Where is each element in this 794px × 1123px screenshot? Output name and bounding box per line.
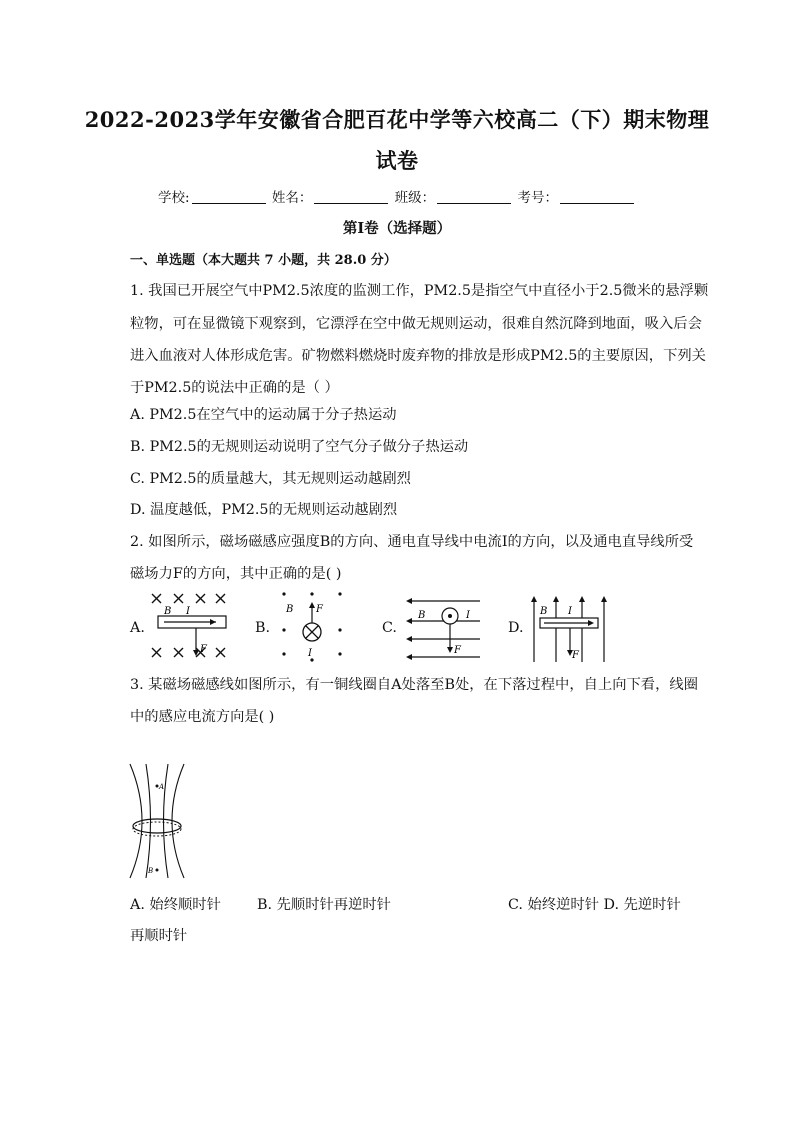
q1-option-b: B. PM2.5的无规则运动说明了空气分子做分子热运动 <box>130 439 469 455</box>
force-arrow-icon <box>309 602 315 608</box>
q1-option-c: C. PM2.5的质量越大，其无规则运动越剧烈 <box>130 471 411 487</box>
class-blank <box>437 190 511 204</box>
q1-line-3: 进入血液对人体形成危害。矿物燃料燃烧时废弃物的排放是形成PM2.5的主要原因，下列关 <box>130 348 706 364</box>
cross-field-marks <box>152 594 225 657</box>
fig-d-label-i: I <box>568 606 572 617</box>
q2-figure-d <box>528 592 610 664</box>
fig-b-label-i: I <box>308 648 312 659</box>
q3-option-b: B. 先顺时针再逆时针 <box>257 897 391 913</box>
q2-line-1: 2. 如图所示，磁场磁感应强度B的方向、通电直导线中电流I的方向，以及通电直导线所受 <box>130 534 694 550</box>
fig-a-label-f: F <box>200 644 207 655</box>
q3-option-a: A. 始终顺时针 <box>130 897 221 913</box>
q2-figure-c <box>400 595 482 663</box>
q1-line-1: 1. 我国已开展空气中PM2.5浓度的监测工作，PM2.5是指空气中直径小于2.5微米的悬浮颗 <box>130 283 709 299</box>
force-arrow-icon <box>447 647 453 653</box>
q2-option-a-label: A. <box>130 620 145 636</box>
q1-option-a: A. PM2.5在空气中的运动属于分子热运动 <box>130 407 397 423</box>
current-arrow-icon <box>210 619 216 625</box>
q3-figure-magnetic-field <box>124 762 190 880</box>
fig-a-label-b: B <box>164 606 172 617</box>
field-arrow-icons <box>531 596 607 602</box>
point-b-marker <box>156 869 159 872</box>
exam-title-line2: 试卷 <box>375 148 419 173</box>
q2-line-2: 磁场力F的方向，其中正确的是( ) <box>130 566 342 582</box>
q2-figure-b <box>278 590 348 666</box>
field-arrow-icons <box>406 598 412 660</box>
q1-line-2: 粒物，可在显微镜下观察到，它漂浮在空中做无规则运动，很难自然沉降到地面，吸入后会 <box>130 316 702 332</box>
school-label: 学校: <box>158 190 190 206</box>
fig-q3-label-a: A <box>159 783 165 791</box>
q2-option-d-label: D. <box>508 620 524 636</box>
field-lines <box>130 764 184 878</box>
q1-option-d: D. 温度越低，PM2.5的无规则运动越剧烈 <box>130 502 398 518</box>
student-info-row <box>0 186 794 206</box>
name-blank <box>314 190 388 204</box>
q2-option-b-label: B. <box>255 620 271 636</box>
fig-b-label-f: F <box>316 604 323 615</box>
fig-b-label-b: B <box>286 604 294 615</box>
exam-no-blank <box>560 190 634 204</box>
class-label: 班级： <box>394 190 436 206</box>
q3-line-2: 中的感应电流方向是( ) <box>130 709 275 725</box>
fig-d-label-f: F <box>572 650 579 661</box>
fig-q3-label-b: B <box>148 867 154 875</box>
q3-option-d-cont: 再顺时针 <box>130 928 188 944</box>
q1-line-4: 于PM2.5的说法中正确的是（ ） <box>130 380 339 396</box>
volume-heading: 第I卷（选择题） <box>342 220 452 237</box>
fig-c-label-i: I <box>466 610 470 621</box>
fig-c-label-b: B <box>418 610 426 621</box>
fig-c-label-f: F <box>454 645 461 656</box>
q3-line-1: 3. 某磁场磁感线如图所示，有一铜线圈自A处落至B处，在下落过程中，自上向下看，线圈 <box>130 677 698 693</box>
fig-a-label-i: I <box>186 606 190 617</box>
section-heading: 一、单选题（本大题共 7 小题，共 28.0 分） <box>130 253 397 268</box>
school-blank <box>192 190 266 204</box>
q2-option-c-label: C. <box>382 620 397 636</box>
q2-figure-a <box>148 590 230 664</box>
copper-coil <box>133 819 181 833</box>
name-label: 姓名： <box>271 190 313 206</box>
fig-d-label-b: B <box>540 606 548 617</box>
exam-no-label: 考号： <box>517 190 558 206</box>
q3-option-cd: C. 始终逆时针 D. 先逆时针 <box>508 897 681 913</box>
exam-title-line1: 2022-2023学年安徽省合肥百花中学等六校高二（下）期末物理 <box>84 107 710 132</box>
